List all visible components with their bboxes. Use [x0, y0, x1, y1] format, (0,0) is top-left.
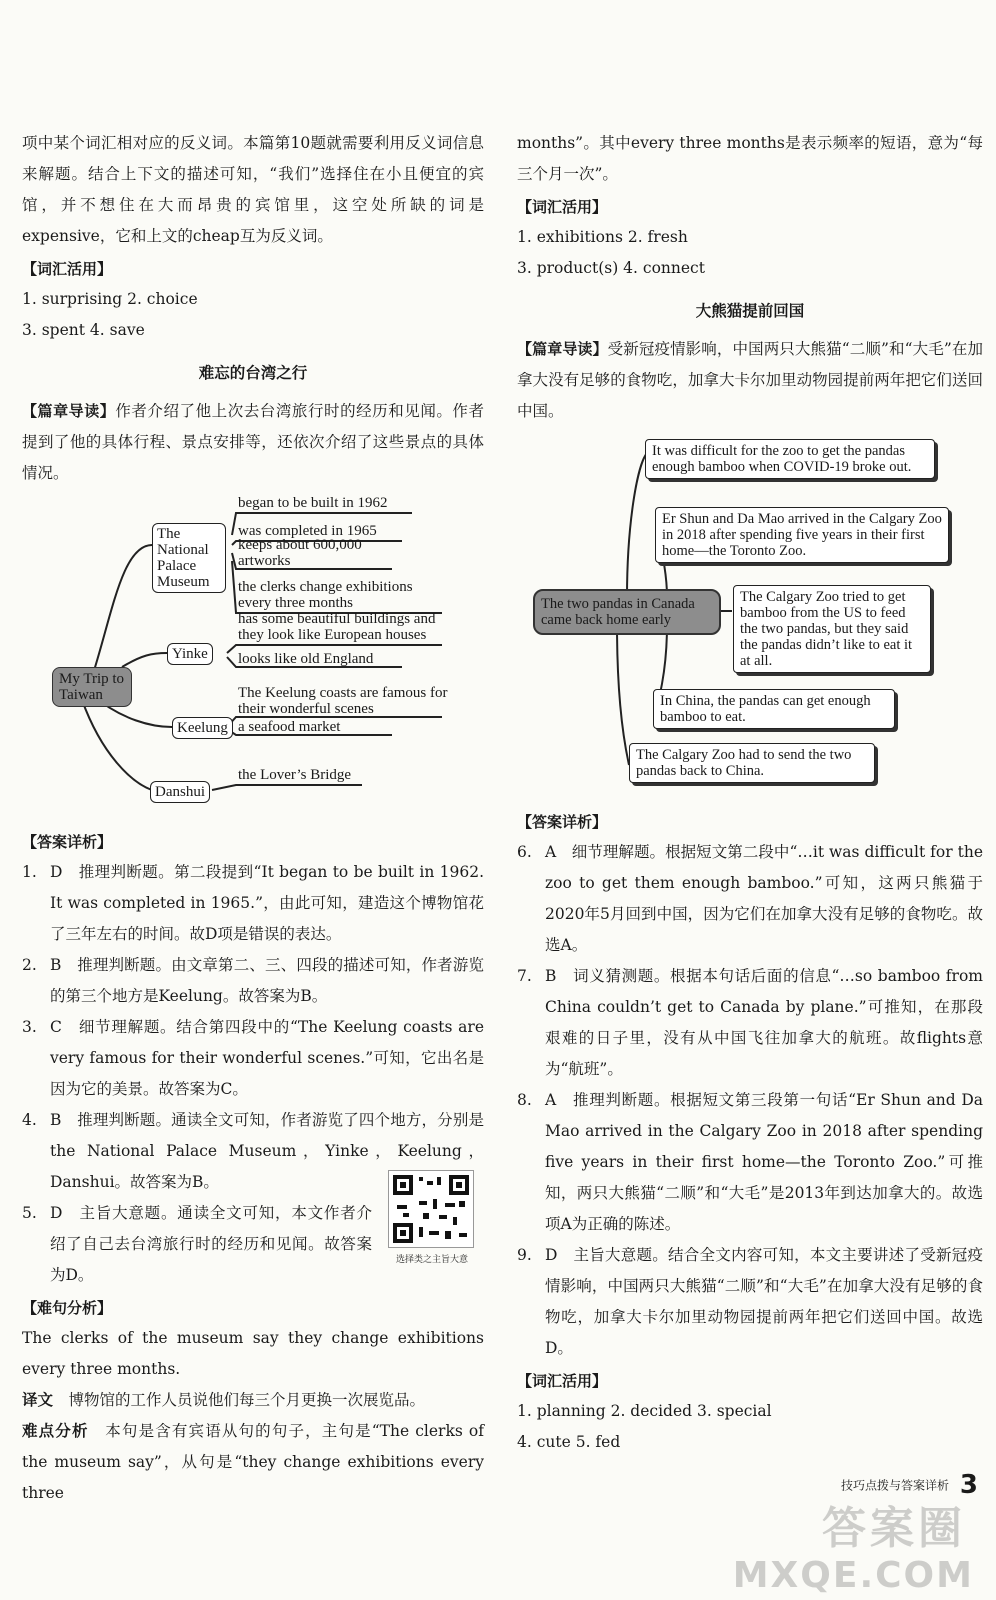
answer-number: 6. [517, 843, 532, 861]
answers-header: 【答案详析】 [517, 813, 608, 831]
answer-item [22, 950, 484, 1012]
answer-text: D 主旨大意题。结合全文内容可知，本文主要讲述了受新冠疫情影响，中国两只大熊猫“二顺”和“大毛”在加拿大没有足够的食物吃，加拿大卡尔加里动物园提前两年把它们送回中国。故选D。 [545, 1246, 983, 1357]
info-box: The Calgary Zoo tried to get bamboo from the US to feed the two pandas, but they said the pandas didn’t like to eat it at all. [733, 585, 931, 673]
answer-item [22, 1198, 372, 1291]
hard-sentence: The clerks of the museum say they change exhibitions every three months. [22, 1329, 484, 1378]
guide-paragraph [22, 396, 484, 489]
answer-item [22, 857, 484, 950]
right-column [517, 128, 983, 1458]
answer-text: A 推理判断题。根据短文第三段第一句话“Er Shun and Da Mao arrived in the Calgary Zoo in 2018 after spending five years in their first home—the Toronto Zoo.”可推知，两只大熊猫“二顺”和“大毛”是2013年到达加拿大的。故选项A为正确的陈述。 [545, 1091, 983, 1233]
vocab-header: 【词汇活用】 [517, 1372, 608, 1390]
guide-text: 受新冠疫情影响，中国两只大熊猫“二顺”和“大毛”在加拿大没有足够的食物吃，加拿大卡尔加里动物园提前两年把它们送回中国。 [517, 340, 983, 420]
keelung-item: a seafood market [238, 719, 341, 735]
answer-number: 3. [22, 1018, 37, 1036]
answer-text: B 推理判断题。由文章第二、三、四段的描述可知，作者游览的第三个地方是Keelung。故答案为B。 [50, 956, 484, 1005]
article-title: 大熊猫提前回国 [695, 302, 805, 320]
museum-item: was completed in 1965 [238, 523, 377, 539]
info-box: Er Shun and Da Mao arrived in the Calgary Zoo in 2018 after spending five years in their first home—the Toronto Zoo. [655, 507, 949, 563]
translation [22, 1385, 484, 1416]
node-keelung: Keelung [172, 717, 233, 739]
translation-text: 博物馆的工作人员说他们每三个月更换一次展览品。 [68, 1391, 426, 1409]
node-yinke: Yinke [167, 643, 213, 665]
vocab-line: 4. cute 5. fed [517, 1433, 621, 1451]
hard-sentence-header: 【难句分析】 [22, 1299, 113, 1317]
answer-number: 9. [517, 1246, 532, 1264]
answers-header: 【答案详析】 [22, 833, 113, 851]
museum-item: began to be built in 1962 [238, 495, 388, 511]
answer-item [22, 1012, 484, 1105]
vocab-line: 1. surprising 2. choice [22, 290, 198, 308]
analysis [22, 1416, 484, 1509]
answer-item [517, 837, 983, 961]
vocab-line: 3. product(s) 4. connect [517, 259, 705, 277]
watermark-url: MXQE.COM [732, 1555, 974, 1596]
qr-code-icon [389, 1171, 473, 1247]
info-box: In China, the pandas can get enough bamboo to eat. [653, 689, 895, 729]
answer-text: B 推理判断题。通读全文可知，作者游览了四个地方，分别是the National Palace Museum，Yinke，Keelung，Danshui。故答案为B。 [50, 1111, 484, 1191]
guide-label: 【篇章导读】 [517, 340, 608, 358]
node-museum: The National Palace Museum [152, 523, 226, 593]
yinke-item: looks like old England [238, 651, 374, 667]
answer-number: 8. [517, 1091, 532, 1109]
node-center: The two pandas in Canada came back home early [533, 589, 721, 635]
answer-text: D 推理判断题。第二段提到“It began to be built in 1962. It was completed in 1965.”，由此可知，建造这个博物馆花了三年左右的时间。故D项是错误的表达。 [50, 863, 484, 943]
answer-item [517, 1085, 983, 1240]
mindmap-pandas [517, 435, 983, 805]
left-column [22, 128, 484, 1509]
qr-code[interactable] [388, 1170, 474, 1248]
node-center: My Trip to Taiwan [52, 667, 132, 707]
answer-number: 1. [22, 863, 37, 881]
info-box: The Calgary Zoo had to send the two pandas back to China. [629, 743, 875, 783]
guide-label: 【篇章导读】 [22, 402, 116, 420]
yinke-item: has some beautiful buildings and they look like European houses [238, 611, 436, 643]
answer-number: 5. [22, 1204, 37, 1222]
answer-item [517, 961, 983, 1085]
answer-text: B 词义猜测题。根据本句话后面的信息“…so bamboo from China couldn’t get to Canada by plane.”可推知，在那段艰难的日子里，没有从中国飞往加拿大的航班。故flights意为“航班”。 [545, 967, 983, 1078]
answer-number: 2. [22, 956, 37, 974]
guide-paragraph [517, 334, 983, 427]
guide-text: 作者介绍了他上次去台湾旅行时的经历和见闻。作者提到了他的具体行程、景点安排等，还依次介绍了这些景点的具体情况。 [22, 402, 484, 482]
answer-number: 7. [517, 967, 532, 985]
museum-item: the clerks change exhibitions every three months [238, 579, 413, 611]
vocab-line: 1. exhibitions 2. fresh [517, 228, 688, 246]
node-danshui: Danshui [150, 781, 210, 803]
museum-item: keeps about 600,000 artworks [238, 537, 362, 569]
danshui-item: the Lover’s Bridge [238, 767, 352, 783]
answer-text: C 细节理解题。结合第四段中的“The Keelung coasts are very famous for their wonderful scenes.”可知，它出名是因为它的美景。故答案为C。 [50, 1018, 484, 1098]
analysis-label: 难点分析 [22, 1422, 89, 1440]
watermark-brand: 答案圈 [822, 1503, 966, 1554]
keelung-item: The Keelung coasts are famous for their wonderful scenes [238, 685, 448, 717]
article-title: 难忘的台湾之行 [198, 364, 308, 382]
answer-text: A 细节理解题。根据短文第二段中“…it was difficult for the zoo to get them enough bamboo.”可知，这两只熊猫于2020年5月回到中国，因为它们在加拿大没有足够的食物吃。故选A。 [545, 843, 983, 954]
qr-caption: 选择类之主旨大意 [395, 1255, 468, 1265]
answer-text: D 主旨大意题。通读全文可知，本文作者介绍了自己去台湾旅行时的经历和见闻。故答案为D。 [50, 1204, 372, 1284]
answer-number: 4. [22, 1111, 37, 1129]
translation-label: 译文 [22, 1391, 54, 1409]
intro-paragraph: 项中某个词汇相对应的反义词。本篇第10题就需要利用反义词信息来解题。结合上下文的描述可知，“我们”选择住在小且便宜的宾馆，并不想住在大而昂贵的宾馆里，这空处所缺的词是expensive，它和上文的cheap互为反义词。 [22, 134, 484, 245]
continuation-paragraph: months”。其中every three months是表示频率的短语，意为“每三个月一次”。 [517, 134, 983, 183]
vocab-line: 3. spent 4. save [22, 321, 145, 339]
info-box: It was difficult for the zoo to get the pandas enough bamboo when COVID-19 broke out. [645, 439, 935, 479]
vocab-line: 1. planning 2. decided 3. special [517, 1402, 772, 1420]
vocab-header: 【词汇活用】 [517, 198, 608, 216]
mindmap-taiwan [22, 495, 484, 825]
analysis-text: 本句是含有宾语从句的句子，主句是“The clerks of the museum say”，从句是“they change exhibitions every three [22, 1422, 484, 1502]
answer-item [517, 1240, 983, 1364]
page-number: 3 [959, 1470, 978, 1500]
vocab-header: 【词汇活用】 [22, 260, 113, 278]
footer-label: 技巧点拨与答案详析 [840, 1478, 949, 1493]
